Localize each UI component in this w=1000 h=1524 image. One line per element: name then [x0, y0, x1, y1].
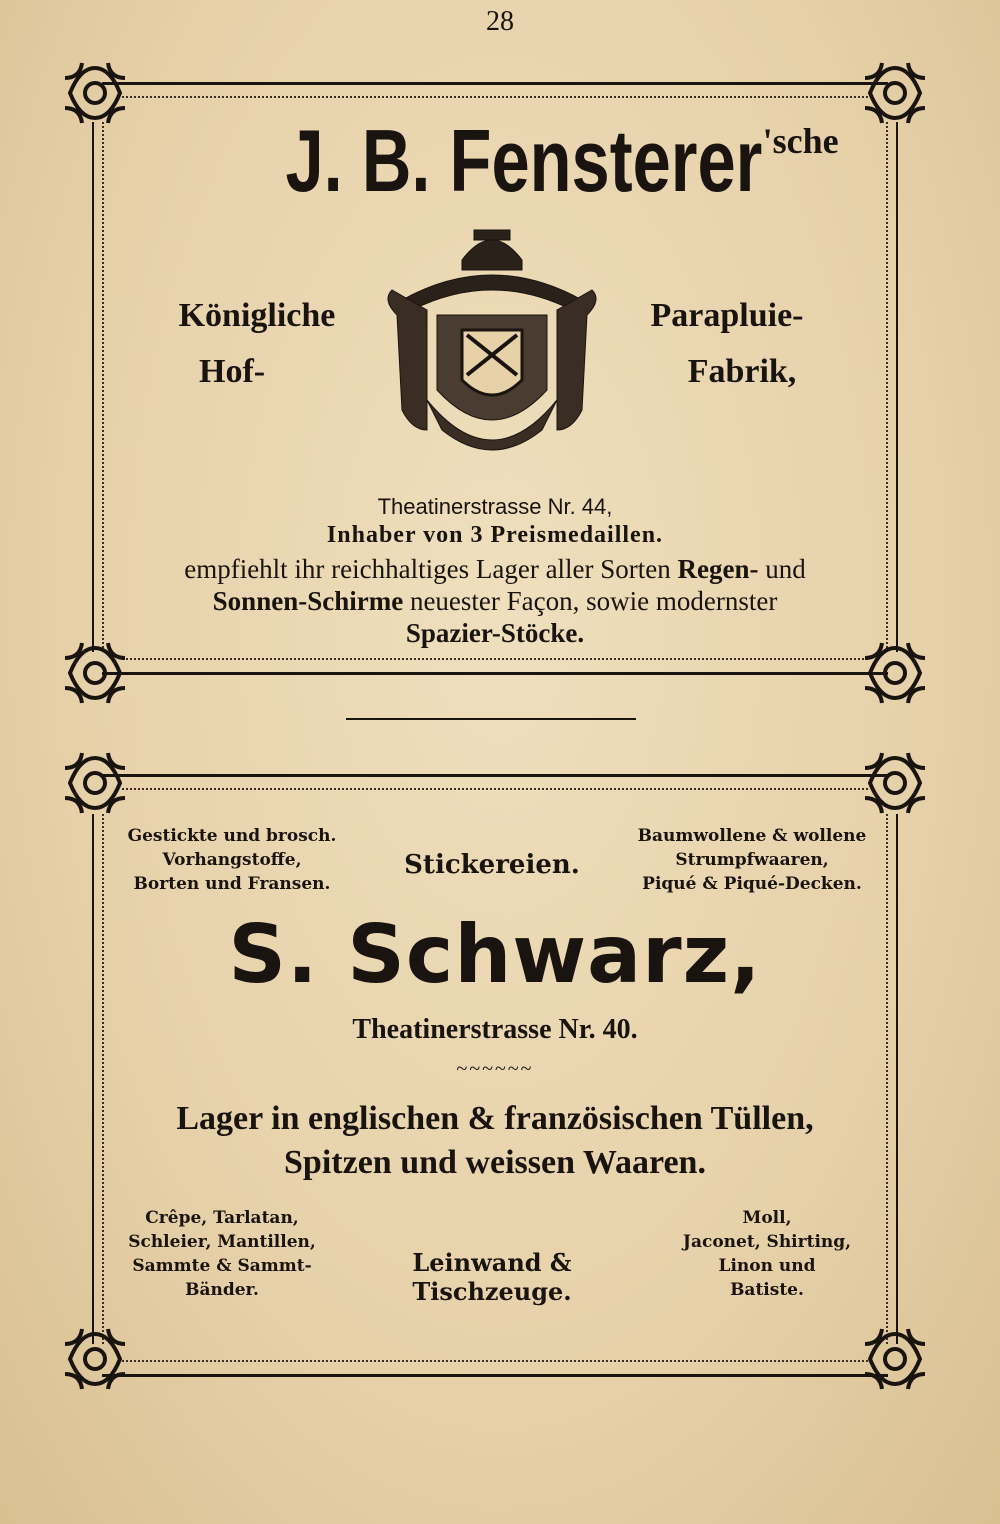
headline-line2: Spitzen und weissen Waaren.	[284, 1144, 706, 1181]
title-main: J. B. Fensterer	[285, 111, 763, 210]
corner-ornament-icon	[860, 748, 930, 818]
advertisement-fensterer	[62, 60, 928, 700]
title-suffix: 'sche	[762, 121, 839, 161]
body-line3: Spazier-Stöcke.	[405, 618, 585, 648]
body-line2	[62, 586, 928, 617]
bottom-right-line4: Batiste.	[730, 1280, 804, 1300]
bottom-center-goods: Leinwand & Tischzeuge.	[412, 1248, 572, 1306]
bottom-right-line2: Jaconet, Shirting,	[682, 1232, 852, 1252]
right-caption	[627, 288, 827, 400]
left-caption	[157, 288, 357, 400]
company-name: S. Schwarz,	[228, 908, 762, 1001]
bottom-left-line4: Bänder.	[185, 1280, 259, 1300]
page-number: 28	[486, 6, 514, 37]
top-right-line2: Strumpfwaaren,	[675, 850, 829, 870]
decorative-swash: ~~~~~~	[456, 1058, 534, 1080]
top-right-line3: Piqué & Piqué-Decken.	[642, 874, 862, 894]
right-caption-line1: Parapluie-	[650, 297, 804, 334]
corner-ornament-icon	[60, 1324, 130, 1394]
bottom-right-line3: Linon und	[718, 1256, 816, 1276]
top-left-goods	[112, 824, 352, 896]
body-line1	[62, 554, 928, 585]
address-line: Theatinerstrasse Nr. 44,	[377, 494, 613, 519]
body-line2-bold: Sonnen-Schirme	[212, 586, 404, 616]
bottom-left-line3: Sammte & Sammt-	[132, 1256, 312, 1276]
advertisement-schwarz	[62, 748, 928, 1398]
section-divider	[346, 718, 636, 720]
bottom-left-goods	[112, 1206, 332, 1302]
address-line: Theatinerstrasse Nr. 40.	[352, 1014, 638, 1045]
headline-line1: Lager in englischen & französischen Tüllen,	[176, 1100, 814, 1137]
bottom-left-line1: Crêpe, Tarlatan,	[145, 1208, 299, 1228]
body-line1-bold: Regen-	[677, 554, 759, 584]
corner-ornament-icon	[60, 748, 130, 818]
bottom-right-goods	[662, 1206, 872, 1302]
bottom-left-line2: Schleier, Mantillen,	[128, 1232, 316, 1252]
owner-line: Inhaber von 3 Preismedaillen.	[326, 522, 664, 548]
left-caption-line1: Königliche	[178, 297, 336, 334]
body-line1-text: empfiehlt ihr reichhaltiges Lager aller Sorten	[184, 554, 678, 584]
royal-coat-of-arms-icon	[382, 220, 602, 480]
corner-ornament-icon	[860, 1324, 930, 1394]
right-caption-line2: Fabrik,	[687, 353, 797, 390]
left-caption-line2: Hof-	[199, 353, 266, 390]
top-right-line1: Baumwollene & wollene	[637, 826, 867, 846]
body-line2-text: neuester Façon, sowie modernster	[403, 586, 778, 616]
top-left-line1: Gestickte und brosch.	[127, 826, 337, 846]
top-center-goods: Stickereien.	[404, 850, 580, 880]
top-right-goods	[622, 824, 882, 896]
company-title	[62, 110, 928, 212]
top-left-line3: Borten und Fransen.	[133, 874, 331, 894]
bottom-right-line1: Moll,	[742, 1208, 792, 1228]
body-line1-end: und	[758, 554, 806, 584]
top-left-line2: Vorhangstoffe,	[162, 850, 302, 870]
